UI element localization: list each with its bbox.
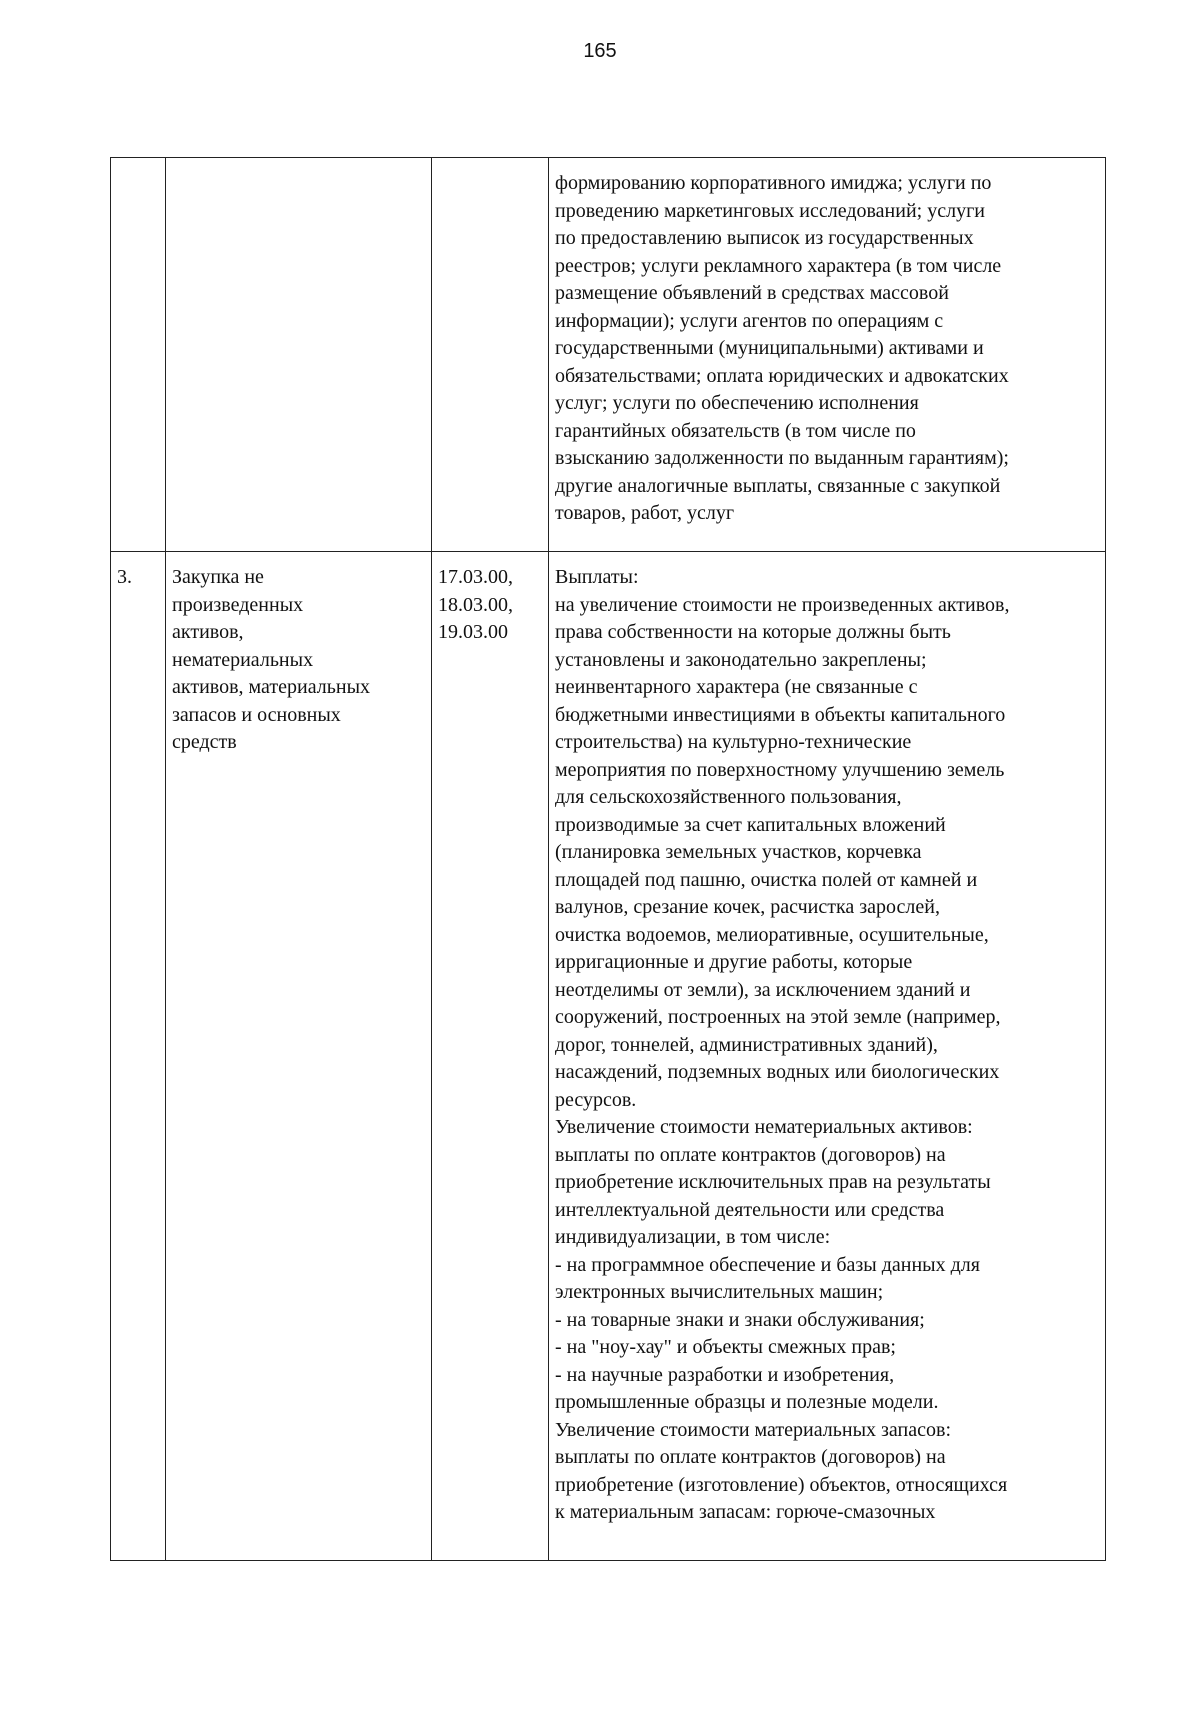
text-line: - на научные разработки и изобретения, — [555, 1363, 895, 1386]
text-line: приобретение (изготовление) объектов, относящихся — [555, 1473, 1008, 1496]
text-line: на увеличение стоимости не произведенных активов, — [555, 593, 1010, 616]
text-line: выплаты по оплате контрактов (договоров) на — [555, 1143, 946, 1166]
text-line: запасов и основных — [172, 703, 341, 726]
text-line: строительства) на культурно-технические — [555, 731, 912, 753]
page-number: 165 — [583, 40, 617, 62]
text-line: - на товарные знаки и знаки обслуживания; — [555, 1308, 925, 1331]
text-line: индивидуализации, в том числе: — [555, 1226, 831, 1248]
text-line: по предоставлению выписок из государственных — [555, 227, 974, 249]
cell-codes — [432, 552, 549, 1561]
text-line: к материальным запасам: горюче-смазочных — [555, 1501, 936, 1523]
cell-name — [166, 158, 432, 552]
text-line: установлены и законодательно закреплены; — [555, 648, 927, 671]
text-line: мероприятия по поверхностному улучшению земель — [555, 758, 1005, 781]
text-line: - на "ноу-хау" и объекты смежных прав; — [555, 1336, 896, 1358]
text-line: государственными (муниципальными) активами и — [555, 337, 984, 359]
text-line: средств — [172, 731, 237, 753]
text-line: интеллектуальной деятельности или средства — [555, 1198, 945, 1221]
text-line: другие аналогичные выплаты, связанные с закупкой — [555, 474, 1001, 497]
text-line: права собственности на которые должны быть — [555, 621, 951, 643]
cell-description — [549, 158, 1106, 552]
text-line: услуг; услуги по обеспечению исполнения — [555, 392, 919, 414]
text-line: 18.03.00, — [438, 593, 513, 616]
classification-table — [110, 157, 1106, 1561]
text-line: Увеличение стоимости материальных запасов: — [555, 1418, 952, 1441]
text-line: обязательствами; оплата юридических и адвокатских — [555, 364, 1009, 387]
text-line: гарантийных обязательств (в том числе по — [555, 419, 916, 442]
text-line: проведению маркетинговых исследований; услуги — [555, 199, 985, 222]
text-line: насаждений, подземных водных или биологических — [555, 1061, 1000, 1083]
text-line: бюджетными инвестициями в объекты капитального — [555, 703, 1006, 726]
cell-number: 3. — [111, 552, 166, 1561]
cell-name — [166, 552, 432, 1561]
text-line: активов, — [172, 621, 244, 643]
text-line: промышленные образцы и полезные модели. — [555, 1391, 939, 1413]
text-line: валунов, срезание кочек, расчистка зарослей, — [555, 896, 940, 918]
text-line: площадей под пашню, очистка полей от камней и — [555, 868, 978, 891]
text-line: для сельскохозяйственного пользования, — [555, 786, 902, 808]
cell-codes — [432, 158, 549, 552]
text-line: ресурсов. — [555, 1088, 637, 1111]
table-row-3 — [111, 552, 1106, 1561]
text-line: произведенных — [172, 593, 304, 616]
text-line: реестров; услуги рекламного характера (в том числе — [555, 254, 1002, 277]
table-row-continuation — [111, 158, 1106, 552]
text-line: Закупка не — [172, 566, 264, 588]
text-line: Увеличение стоимости нематериальных активов: — [555, 1116, 973, 1138]
text-line: производимые за счет капитальных вложений — [555, 813, 946, 836]
text-line: товаров, работ, услуг — [555, 502, 735, 524]
text-line: 19.03.00 — [438, 621, 508, 643]
text-line: электронных вычислительных машин; — [555, 1281, 884, 1303]
text-line: 17.03.00, — [438, 566, 513, 588]
text-line: выплаты по оплате контрактов (договоров) на — [555, 1446, 946, 1468]
text-line: Выплаты: — [555, 566, 639, 588]
text-line: неотделимы от земли), за исключением зданий и — [555, 978, 971, 1001]
cell-number — [111, 158, 166, 552]
text-line: ирригационные и другие работы, которые — [555, 951, 913, 973]
text-line: неинвентарного характера (не связанные с — [555, 676, 918, 698]
text-line: сооружений, построенных на этой земле (например, — [555, 1006, 1001, 1028]
text-line: очистка водоемов, мелиоративные, осушительные, — [555, 923, 989, 946]
text-line: - на программное обеспечение и базы данных для — [555, 1253, 980, 1276]
cell-description — [549, 552, 1106, 1561]
text-line: информации); услуги агентов по операциям с — [555, 309, 944, 332]
text-line: дорог, тоннелей, административных зданий), — [555, 1033, 938, 1056]
text-line: нематериальных — [172, 648, 314, 671]
text-line: формированию корпоративного имиджа; услуги по — [555, 172, 992, 194]
text-line: (планировка земельных участков, корчевка — [555, 841, 922, 863]
text-line: размещение объявлений в средствах массовой — [555, 282, 949, 304]
text-line: приобретение исключительных прав на результаты — [555, 1171, 991, 1193]
text-line: взысканию задолженности по выданным гарантиям); — [555, 447, 1009, 469]
text-line: активов, материальных — [172, 676, 371, 698]
